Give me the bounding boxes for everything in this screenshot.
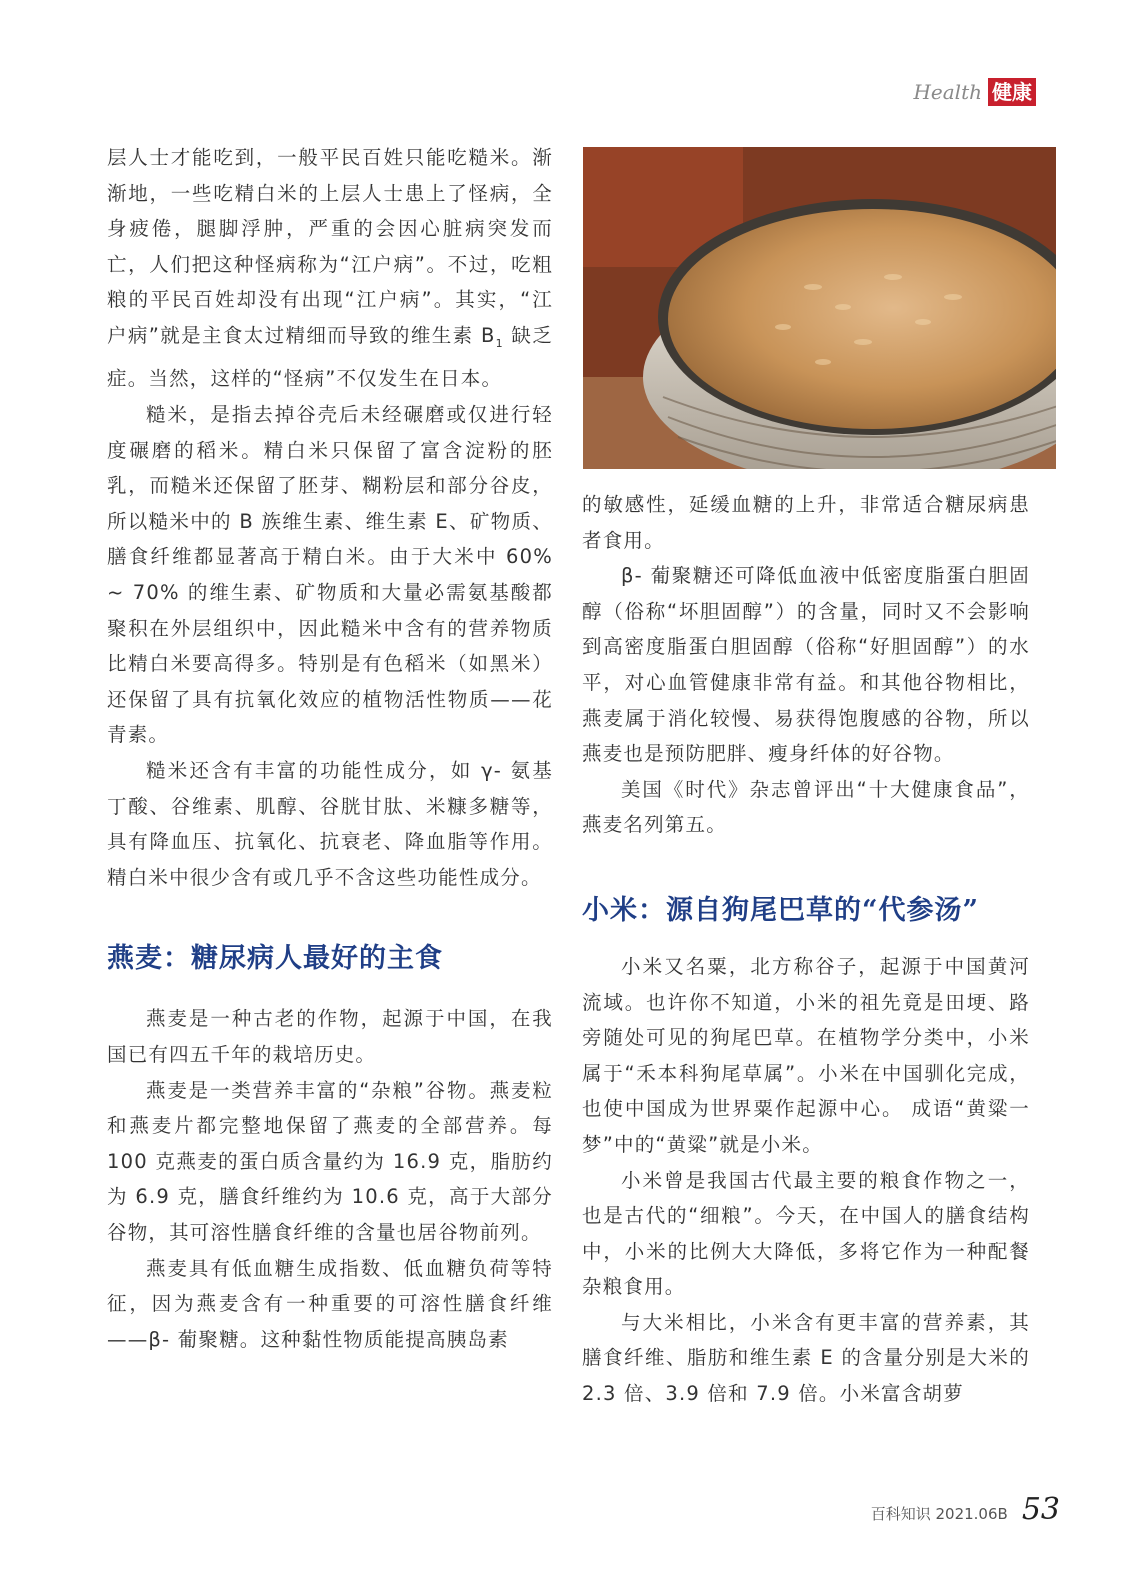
paragraph: 燕麦是一种古老的作物，起源于中国，在我国已有四五千年的栽培历史。 <box>107 1007 553 1066</box>
section-badge: 健康 <box>988 78 1036 106</box>
right-column <box>582 147 1030 1412</box>
paragraph: β- 葡聚糖还可降低血液中低密度脂蛋白胆固醇（俗称“坏胆固醇”）的含量，同时又不会影响到高密度脂蛋白胆固醇（俗称“好胆固醇”）的水平，对心血管健康非常有益。和其他谷物相比，燕麦属于消化较慢、易获得饱腹感的谷物，所以燕麦也是预防肥胖、瘦身纤体的好谷物。 <box>582 564 1030 766</box>
section-label-en: Health <box>913 80 982 104</box>
left-column <box>107 140 553 1357</box>
page-footer <box>871 1492 1060 1527</box>
paragraph: 层人士才能吃到，一般平民百姓只能吃糙米。渐渐地，一些吃精白米的上层人士患上了怪病，全身疲倦，腿脚浮肿，严重的会因心脏病突发而亡，人们把这种怪病称为“江户病”。不过，吃粗粮的平民百姓却没有出现“江户病”。其实，“江户病”就是主食太过精细而导致的维生素 $B_1$ 缺乏症。当然，这样的“怪病”不仅发生在日本。 <box>107 146 553 391</box>
paragraph: 与大米相比，小米含有更丰富的营养素，其膳食纤维、脂肪和维生素 E 的含量分别是大米的 2.3 倍、3.9 倍和 7.9 倍。小米富含胡萝 <box>582 1310 1030 1406</box>
oats-bowl-photo <box>583 147 1056 469</box>
section-heading-oats: 燕麦：糖尿病人最好的主食 <box>107 943 443 975</box>
paragraph: 小米又名粟，北方称谷子，起源于中国黄河流域。也许你不知道，小米的祖先竟是田埂、路旁随处可见的狗尾巴草。在植物学分类中，小米属于“禾本科狗尾草属”。小米在中国驯化完成，也使中国成为世界粟作起源中心。 成语“黄粱一梦”中的“黄粱”就是小米。 <box>582 954 1030 1156</box>
paragraph: 美国《时代》杂志曾评出“十大健康食品”，燕麦名列第五。 <box>582 777 1030 837</box>
paragraph: 糙米还含有丰富的功能性成分，如 γ- 氨基丁酸、谷维素、肌醇、谷胱甘肽、米糠多糖等，具有降血压、抗氧化、抗衰老、降血脂等作用。精白米中很少含有或几乎不含这些功能性成分。 <box>107 758 553 889</box>
paragraph: 糙米，是指去掉谷壳后未经碾磨或仅进行轻度碾磨的稻米。精白米只保留了富含淀粉的胚乳，而糙米还保留了胚芽、糊粉层和部分谷皮，所以糙米中的 B 族维生素、维生素 E、矿物质、膳食纤维都显著高于精白米。由于大米中 60% ~ 70% 的维生素、矿物质和大量必需氨基酸都聚积在外层组织中，因此糙米中含有的营养物质比精白米要高得多。特别是有色稻米（如黑米）还保留了具有抗氧化效应的植物活性物质——花青素。 <box>107 403 553 747</box>
paragraph: 燕麦是一类营养丰富的“杂粮”谷物。燕麦粒和燕麦片都完整地保留了燕麦的全部营养。每 100 克燕麦的蛋白质含量约为 16.9 克，脂肪约为 6.9 克，膳食纤维约为 10.6 克，高于大部分谷物，其可溶性膳食纤维的含量也居谷物前列。 <box>107 1078 553 1244</box>
paragraph: 的敏感性，延缓血糖的上升，非常适合糖尿病患者食用。 <box>582 493 1030 552</box>
page-number: 53 <box>1021 1492 1060 1527</box>
section-header <box>913 78 1036 106</box>
paragraph: 燕麦具有低血糖生成指数、低血糖负荷等特征，因为燕麦含有一种重要的可溶性膳食纤维——β- 葡聚糖。这种黏性物质能提高胰岛素 <box>107 1256 553 1351</box>
publication-info: 百科知识 2021.06B <box>870 1505 1008 1523</box>
paragraph: 小米曾是我国古代最主要的粮食作物之一，也是古代的“细粮”。今天，在中国人的膳食结构中，小米的比例大大降低，多将它作为一种配餐杂粮食用。 <box>582 1168 1030 1299</box>
section-heading-millet: 小米：源自狗尾巴草的“代参汤” <box>582 894 980 926</box>
